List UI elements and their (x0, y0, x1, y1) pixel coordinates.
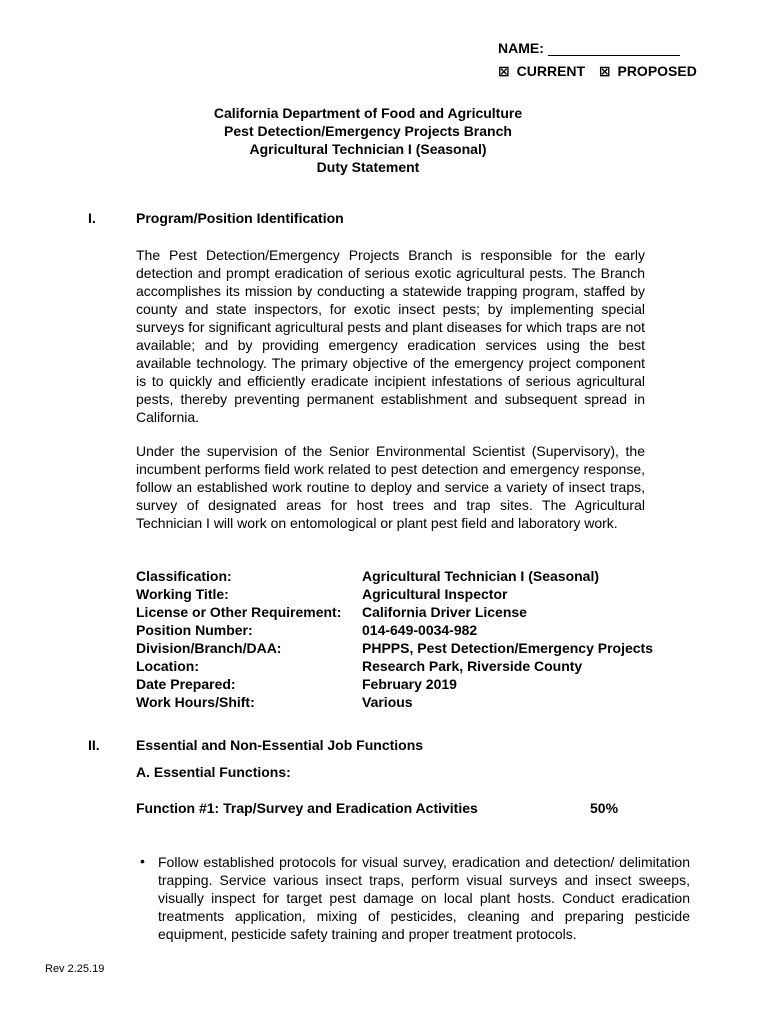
info-label: Classification: (136, 568, 232, 584)
section-2-number: II. (88, 737, 100, 753)
name-field (498, 40, 680, 56)
title-line-3: Agricultural Technician I (Seasonal) (249, 141, 487, 157)
info-row (136, 585, 653, 603)
info-value: February 2019 (362, 676, 457, 692)
info-value: California Driver License (362, 604, 527, 620)
section-1-number: I. (88, 210, 96, 226)
info-row (136, 621, 653, 639)
name-blank-line[interactable] (548, 41, 680, 56)
essential-functions-heading: A. Essential Functions: (136, 764, 291, 780)
info-value: Various (362, 694, 413, 710)
section-1-paragraph-2: Under the supervision of the Senior Environmental Scientist (Supervisory), the incumbent performs field work related to pest detection and emergency response, follow an established work routine to deploy and service a variety of insect traps, survey of designated areas for host trees and trap sites. The Agricultural Technician I will work on entomological or plant pest field and laboratory work. (136, 443, 645, 531)
section-2-title: Essential and Non-Essential Job Functions (136, 737, 424, 753)
proposed-checkbox-icon[interactable]: ⊠ (598, 63, 611, 79)
document-title (0, 104, 736, 176)
section-1-title: Program/Position Identification (136, 210, 344, 226)
info-row (136, 657, 653, 675)
info-label: License or Other Requirement: (136, 604, 342, 620)
position-info-table (136, 567, 653, 711)
status-checkboxes (498, 63, 697, 80)
info-row (136, 567, 653, 585)
function-1-percent: 50% (590, 800, 619, 816)
info-label: Position Number: (136, 622, 253, 638)
info-value: 014-649-0034-982 (362, 622, 478, 638)
function-1-bullet-1: Follow established protocols for visual survey, eradication and detection/ delimitation trapping. Service various insect traps, perform visual surveys and insect sweeps, visually inspect for target pest damage on local plant hosts. Conduct eradication treatments application, mixing of pesticides, cleaning and preparing pesticide equipment, pesticide safety training and proper treatment protocols. (158, 854, 690, 942)
title-line-1: California Department of Food and Agriculture (213, 105, 523, 121)
revision-label: Rev 2.25.19 (45, 963, 105, 975)
info-label: Working Title: (136, 586, 229, 602)
title-line-4: Duty Statement (316, 159, 420, 175)
info-value: Agricultural Inspector (362, 586, 508, 602)
info-row (136, 693, 653, 711)
proposed-label: PROPOSED (617, 63, 697, 79)
section-1-paragraph-1: The Pest Detection/Emergency Projects Branch is responsible for the early detection and prompt eradication of serious exotic agricultural pests. The Branch accomplishes its mission by conducting a statewide trapping program, staffed by county and state inspectors, for exotic insect pests; by implementing special surveys for significant agricultural pests and plant diseases for which traps are not available; and by providing emergency eradication services using the best available technology. The primary objective of the emergency project component is to quickly and efficiently eradicate incipient infestations of serious agricultural pests, thereby preventing permanent establishment and subsequent spread in California. (136, 247, 645, 425)
info-row (136, 603, 653, 621)
info-label: Work Hours/Shift: (136, 694, 255, 710)
info-label: Date Prepared: (136, 676, 236, 692)
name-label: NAME: (498, 40, 544, 56)
current-label: CURRENT (516, 63, 586, 79)
bullet-icon: • (140, 853, 145, 869)
title-line-2: Pest Detection/Emergency Projects Branch (224, 123, 512, 139)
info-value: Agricultural Technician I (Seasonal) (362, 568, 600, 584)
info-value: Research Park, Riverside County (362, 658, 583, 674)
current-checkbox-icon[interactable]: ⊠ (498, 63, 510, 79)
info-label: Division/Branch/DAA: (136, 640, 282, 656)
info-row (136, 675, 653, 693)
function-1-title: Function #1: Trap/Survey and Eradication Activities (136, 800, 478, 816)
info-label: Location: (136, 658, 199, 674)
info-value: PHPPS, Pest Detection/Emergency Projects (362, 640, 653, 656)
info-row (136, 639, 653, 657)
